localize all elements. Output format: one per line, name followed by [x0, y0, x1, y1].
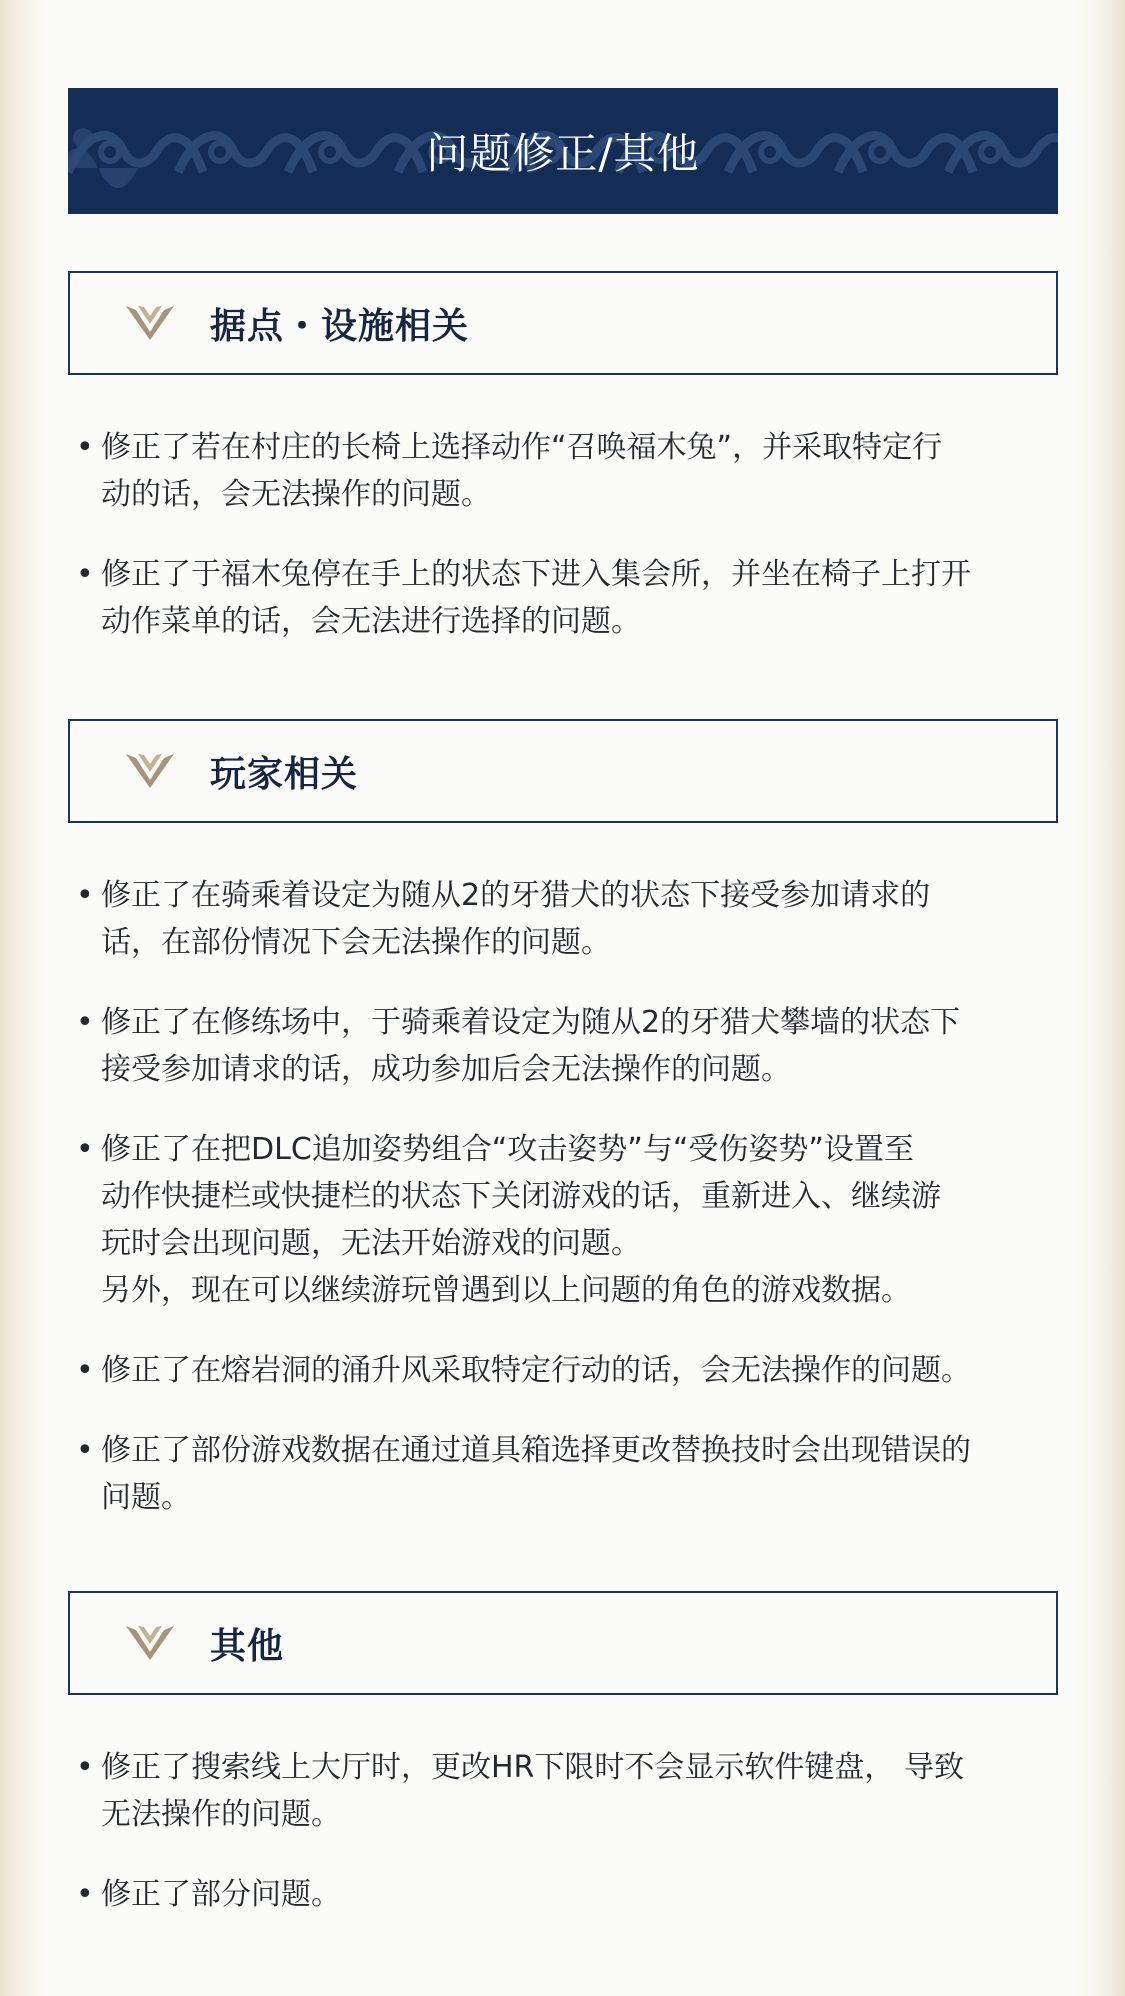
chevron-emblem-icon — [126, 752, 174, 790]
section-player — [68, 719, 1058, 1521]
item-list — [68, 1744, 1058, 1918]
item-line: 无法操作的问题。 — [101, 1797, 341, 1832]
item-line: 修正了在骑乘着设定为随从2的牙猎犬的状态下接受参加请求的 — [101, 878, 931, 913]
item-list — [68, 872, 1058, 1521]
bullet: • — [76, 1433, 94, 1468]
item-line: 修正了若在村庄的长椅上选择动作“召唤福木兔”，并采取特定行 — [101, 430, 943, 465]
bullet: • — [76, 1132, 94, 1167]
item-line: 动的话，会无法操作的问题。 — [101, 477, 491, 512]
section-header — [68, 271, 1058, 375]
item-line: 修正了在把DLC追加姿势组合“攻击姿势”与“受伤姿势”设置至 — [101, 1132, 914, 1167]
item-line: 问题。 — [101, 1480, 191, 1515]
item-line: 修正了搜索线上大厅时，更改HR下限时不会显示软件键盘， 导致 — [101, 1750, 964, 1785]
item-line: 动作菜单的话，会无法进行选择的问题。 — [101, 604, 641, 639]
item-line: 接受参加请求的话，成功参加后会无法操作的问题。 — [101, 1052, 791, 1087]
bullet: • — [76, 1353, 94, 1388]
item-line: 修正了于福木兔停在手上的状态下进入集会所，并坐在椅子上打开 — [101, 557, 971, 592]
item-line: 另外，现在可以继续游玩曾遇到以上问题的角色的游戏数据。 — [101, 1273, 911, 1308]
section-header — [68, 719, 1058, 823]
notes-page — [68, 88, 1058, 1918]
list-item — [68, 424, 1058, 518]
bullet: • — [76, 430, 94, 465]
item-line: 修正了部分问题。 — [101, 1877, 341, 1912]
chevron-emblem-icon — [126, 1624, 174, 1662]
item-line: 修正了在修练场中，于骑乘着设定为随从2的牙猎犬攀墙的状态下 — [101, 1005, 961, 1040]
page-title: 问题修正/其他 — [426, 129, 700, 178]
list-item — [68, 872, 1058, 966]
item-line: 修正了部份游戏数据在通过道具箱选择更改替换技时会出现错误的 — [101, 1433, 971, 1468]
item-list — [68, 424, 1058, 645]
list-item — [68, 1126, 1058, 1314]
list-item — [68, 1347, 1058, 1394]
chevron-emblem-icon — [126, 304, 174, 342]
bullet: • — [76, 1750, 94, 1785]
list-item — [68, 551, 1058, 645]
item-line: 动作快捷栏或快捷栏的状态下关闭游戏的话，重新进入、继续游 — [101, 1179, 941, 1214]
list-item — [68, 999, 1058, 1093]
item-line: 玩时会出现问题，无法开始游戏的问题。 — [101, 1226, 641, 1261]
item-line: 修正了在熔岩洞的涌升风采取特定行动的话，会无法操作的问题。 — [101, 1353, 971, 1388]
bullet: • — [76, 878, 94, 913]
section-title: 其他 — [210, 1625, 285, 1667]
section-other — [68, 1591, 1058, 1918]
header-banner — [68, 88, 1058, 214]
section-facilities — [68, 271, 1058, 645]
bullet: • — [76, 1005, 94, 1040]
section-title: 据点・设施相关 — [210, 305, 470, 347]
item-line: 话，在部份情况下会无法操作的问题。 — [101, 925, 611, 960]
list-item — [68, 1871, 1058, 1918]
section-header — [68, 1591, 1058, 1695]
bullet: • — [76, 557, 94, 592]
bullet: • — [76, 1877, 94, 1912]
list-item — [68, 1427, 1058, 1521]
list-item — [68, 1744, 1058, 1838]
section-title: 玩家相关 — [210, 753, 359, 795]
